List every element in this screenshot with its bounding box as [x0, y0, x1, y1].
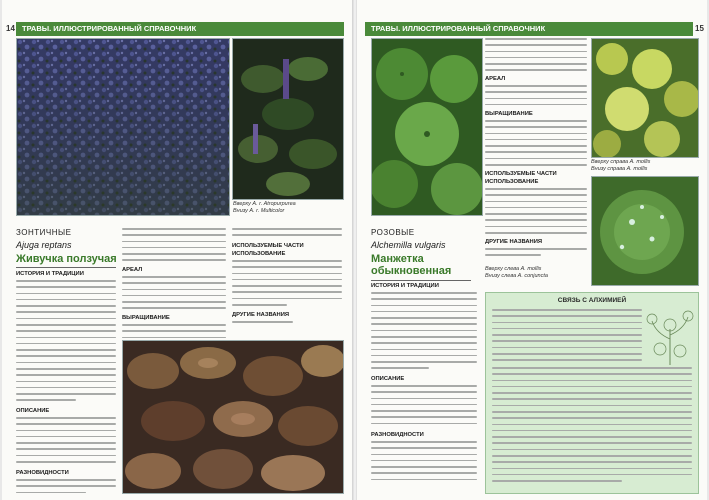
text-column-3b	[232, 260, 342, 310]
section-description-right: ОПИСАНИЕ	[371, 376, 405, 382]
caption-right-photos: Вверху справа A. mollis Внизу справа A. mollis	[591, 159, 651, 172]
latin-name-right: Alchemilla vulgaris	[371, 240, 446, 250]
section-habitat-right: АРЕАЛ	[485, 76, 506, 82]
text-column-2b	[122, 276, 226, 314]
text-column-r1c	[371, 441, 477, 485]
text-column-r1b	[371, 385, 477, 429]
alchemy-box-text-b	[492, 367, 692, 486]
heading-rule-left	[16, 267, 116, 268]
photo-alchemilla-flowers	[591, 38, 699, 158]
text-column-r2a	[485, 38, 587, 76]
section-othernames-left: ДРУГИЕ НАЗВАНИЯ	[232, 312, 290, 318]
section-parts-right: ИСПОЛЬЗУЕМЫЕ ЧАСТИ	[485, 171, 557, 177]
page-header-left: ТРАВЫ. ИЛЛЮСТРИРОВАННЫЙ СПРАВОЧНИК	[16, 22, 344, 36]
text-column-r2b	[485, 85, 587, 110]
section-varieties-right: РАЗНОВИДНОСТИ	[371, 432, 424, 438]
section-othernames-right: ДРУГИЕ НАЗВАНИЯ	[485, 239, 543, 245]
text-column-1c	[16, 479, 116, 498]
text-column-3c	[232, 321, 342, 327]
section-cultivation-right: ВЫРАЩИВАНИЕ	[485, 111, 533, 117]
common-name-left: Живучка ползучая	[16, 253, 117, 265]
latin-name-left: Ajuga reptans	[16, 240, 72, 250]
text-column-r1	[371, 292, 477, 374]
right-page	[357, 0, 707, 500]
photo-alchemilla-leaves	[371, 38, 483, 216]
caption-left-note: Вверху слева A. mollis Внизу слева A. conjuncta	[485, 266, 548, 279]
photo-ajuga-field	[16, 38, 230, 216]
photo-alchemilla-dew	[591, 176, 699, 286]
text-column-1	[16, 280, 116, 406]
text-column-1b	[16, 417, 116, 467]
section-description-left: ОПИСАНИЕ	[16, 408, 50, 414]
page-number-right: 15	[695, 24, 704, 33]
common-name-right: Манжетка обыкновенная	[371, 253, 452, 277]
heading-rule-right	[371, 280, 471, 281]
text-column-r2d	[485, 188, 587, 238]
alchemy-box-text-a	[492, 309, 642, 366]
section-history-right: ИСТОРИЯ И ТРАДИЦИИ	[371, 283, 439, 289]
alchemy-box-title: СВЯЗЬ С АЛХИМИЕЙ	[557, 297, 627, 304]
text-column-r2e	[485, 248, 587, 261]
left-page	[2, 0, 352, 500]
text-column-r2c	[485, 120, 587, 170]
text-column-2	[122, 228, 226, 266]
section-history-left: ИСТОРИЯ И ТРАДИЦИИ	[16, 271, 84, 277]
section-habitat-left: АРЕАЛ	[122, 267, 143, 273]
alchemy-box	[485, 292, 699, 494]
text-column-3	[232, 228, 342, 241]
family-right: РОЗОВЫЕ	[371, 228, 415, 237]
page-header-right: ТРАВЫ. ИЛЛЮСТРИРОВАННЫЙ СПРАВОЧНИК	[365, 22, 693, 36]
photo-ajuga-atropurpurea	[232, 38, 344, 200]
caption-left-photos: Вверху A. r. Atropurpurea Внизу A. r. Multicolor	[233, 201, 296, 214]
section-use-right: ИСПОЛЬЗОВАНИЕ	[485, 179, 539, 185]
photo-ajuga-multicolor	[122, 340, 344, 494]
section-varieties-left: РАЗНОВИДНОСТИ	[16, 470, 69, 476]
page-number-left: 14	[6, 24, 15, 33]
section-parts-left: ИСПОЛЬЗУЕМЫЕ ЧАСТИ	[232, 243, 304, 249]
family-left: ЗОНТИЧНЫЕ	[16, 228, 72, 237]
section-cultivation-left: ВЫРАЩИВАНИЕ	[122, 315, 170, 321]
section-use-left: ИСПОЛЬЗОВАНИЕ	[232, 251, 286, 257]
alchemilla-sketch-icon	[646, 309, 694, 365]
